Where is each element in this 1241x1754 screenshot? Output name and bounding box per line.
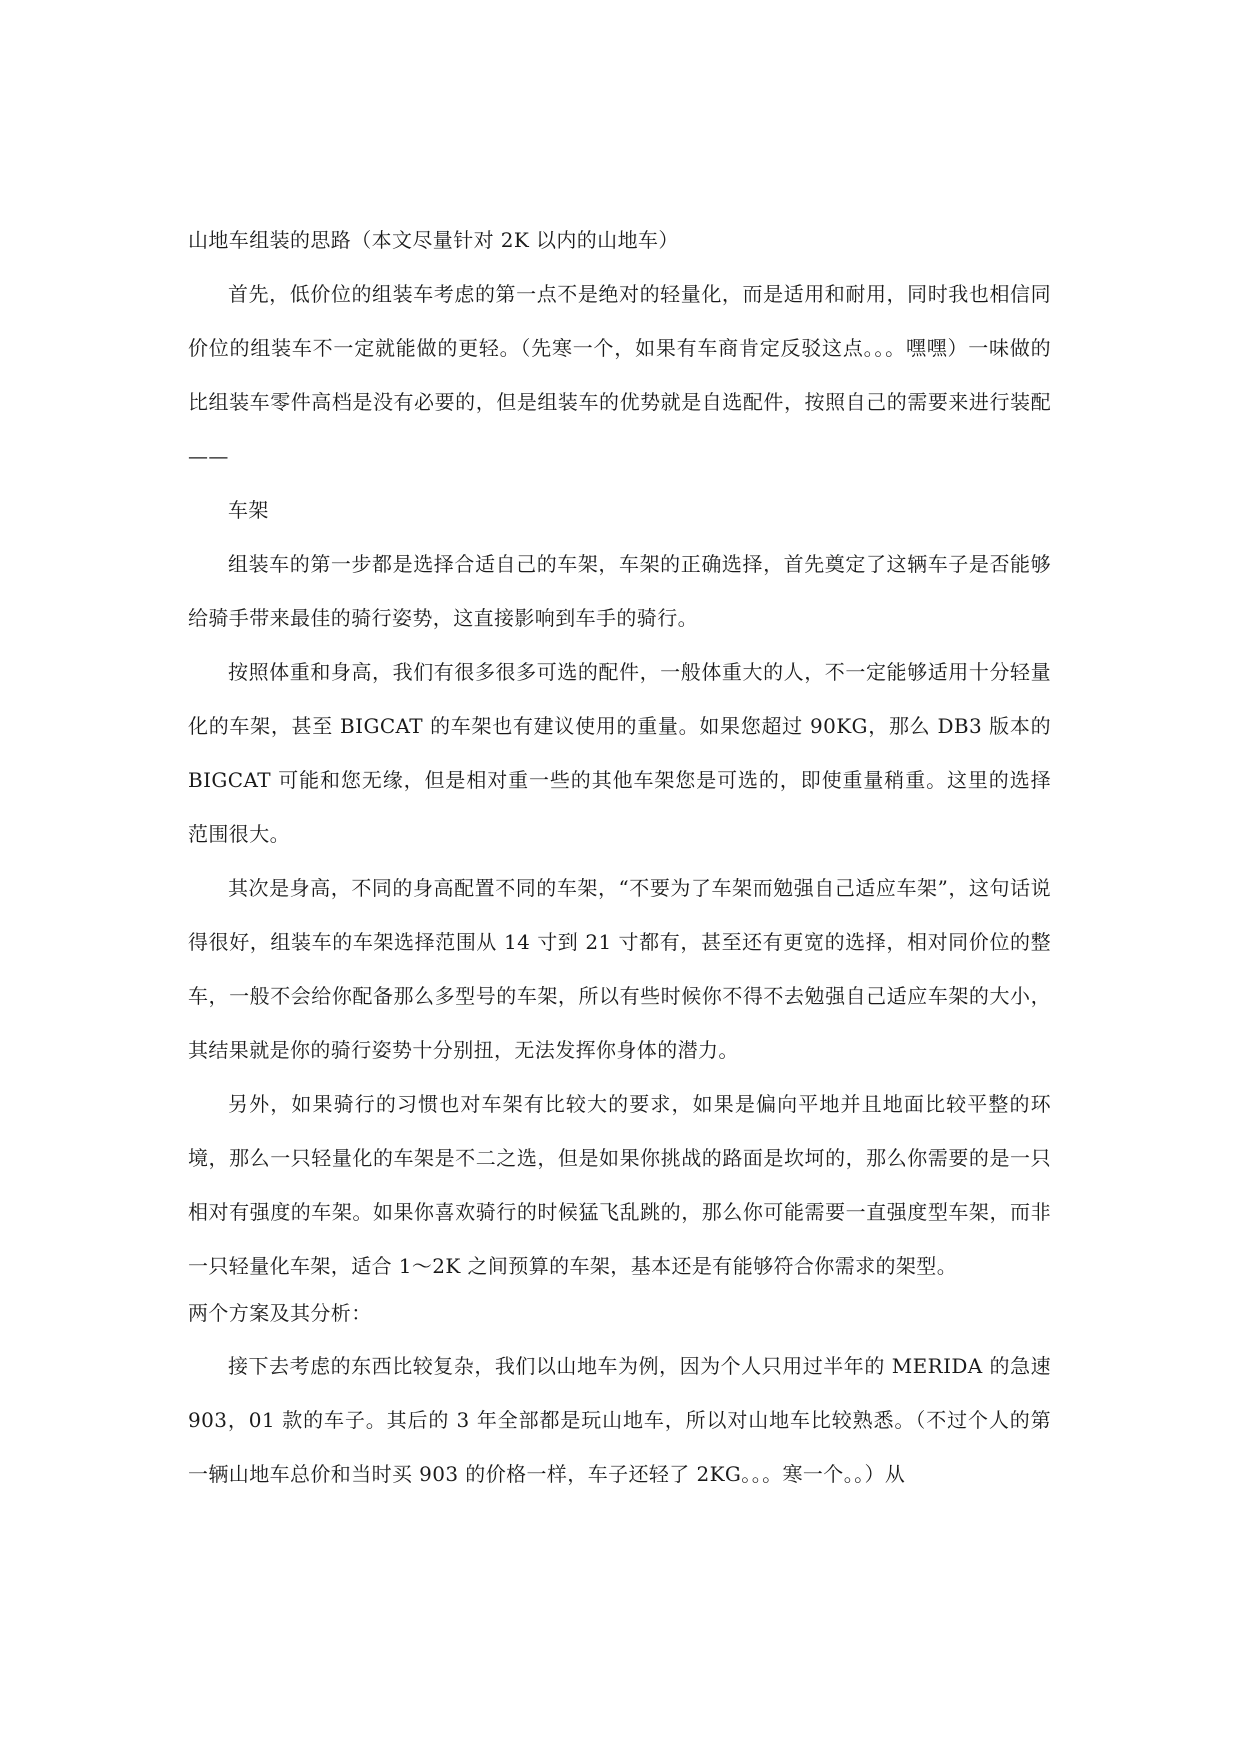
paragraph-height: 其次是身高，不同的身高配置不同的车架，“不要为了车架而勉强自己适应车架”，这句话说得很好，组装车的车架选择范围从 14 寸到 21 寸都有，甚至还有更宽的选择，相对同价位的整车，一般不会给你配备那么多型号的车架，所以有些时候你不得不去勉强自己适应车架的大小，其结果就是你的骑行姿势十分别扭，无法发挥你身体的潜力。 [188, 876, 1051, 1062]
paragraph-next-considerations: 接下去考虑的东西比较复杂，我们以山地车为例，因为个人只用过半年的 MERIDA 的急速 903，01 款的车子。其后的 3 年全部都是玩山地车，所以对山地车比较熟悉。（不过个人的第一辆山地车总价和当时买 903 的价格一样，车子还轻了 2KG。。。寒一个。。）从 [188, 1354, 1051, 1486]
paragraph-weight: 按照体重和身高，我们有很多很多可选的配件，一般体重大的人，不一定能够适用十分轻量化的车架，甚至 BIGCAT 的车架也有建议使用的重量。如果您超过 90KG，那么 DB3 版本的 BIGCAT 可能和您无缘，但是相对重一些的其他车架您是可选的，即使重量稍重。这里的选择范围很大。 [188, 660, 1051, 846]
paragraph-riding-habit: 另外，如果骑行的习惯也对车架有比较大的要求，如果是偏向平地并且地面比较平整的环境，那么一只轻量化的车架是不二之选，但是如果你挑战的路面是坎坷的，那么你需要的是一只相对有强度的车架。如果你喜欢骑行的时候猛飞乱跳的，那么你可能需要一直强度型车架，而非一只轻量化车架，适合 1～2K 之间预算的车架，基本还是有能够符合你需求的架型。 [188, 1092, 1051, 1278]
paragraph-intro: 首先，低价位的组装车考虑的第一点不是绝对的轻量化，而是适用和耐用，同时我也相信同价位的组装车不一定就能做的更轻。（先寒一个，如果有车商肯定反驳这点。。。嘿嘿）一味做的比组装车零件高档是没有必要的，但是组装车的优势就是自选配件，按照自己的需要来进行装配—— [188, 282, 1051, 468]
paragraph-frame-choice: 组装车的第一步都是选择合适自己的车架，车架的正确选择，首先奠定了这辆车子是否能够给骑手带来最佳的骑行姿势，这直接影响到车手的骑行。 [188, 552, 1051, 630]
section-heading-two-plans: 两个方案及其分析： [188, 1301, 372, 1325]
document-title: 山地车组装的思路（本文尽量针对 2K 以内的山地车） [188, 228, 679, 252]
document-body [188, 213, 1051, 1501]
section-heading-frame: 车架 [228, 498, 269, 522]
